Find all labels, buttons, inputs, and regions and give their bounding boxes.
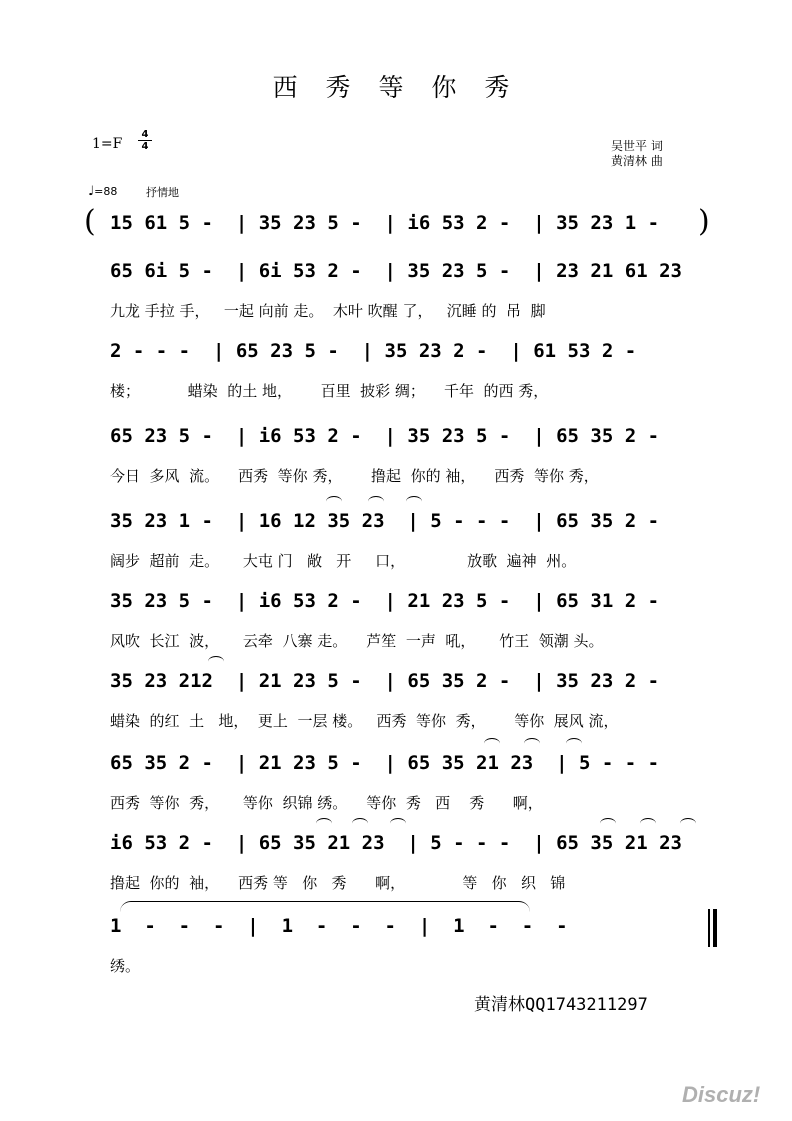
row-notes: 65 23 5 - | i6 53 2 - | 35 23 5 - | 65 35 2 - (110, 425, 660, 447)
final-barline (708, 909, 710, 947)
long-tie-mark (120, 901, 530, 912)
tie-mark (566, 738, 582, 749)
tempo-value: =88 (94, 185, 118, 198)
tempo-marking (88, 184, 117, 199)
meter-top: 4 (141, 129, 149, 140)
tie-mark (368, 496, 384, 507)
row-notes: 65 6i 5 - | 6i 53 2 - | 35 23 5 - | 23 21 61 23 (110, 260, 682, 282)
row-notes: 2 - - - | 65 23 5 - | 35 23 2 - | 61 53 2 - (110, 340, 637, 362)
row-notes: 1 - - - | 1 - - - | 1 - - - (110, 915, 568, 937)
composer-credit: 黄清林 曲 (611, 154, 663, 168)
row-lyrics: 九龙 手拉 手， 一起 向前 走。 木叶 吹醒 了， 沉睡 的 吊 脚 (110, 302, 546, 320)
row-lyrics: 今日 多风 流。 西秀 等你 秀， 撸起 你的 袖， 西秀 等你 秀， (110, 467, 599, 485)
credits (611, 139, 663, 169)
tie-mark (352, 818, 368, 829)
tie-mark (640, 818, 656, 829)
open-parenthesis: ( (84, 204, 96, 239)
row-lyrics: 楼； 蜡染 的土 地， 百里 披彩 绸； 千年 的西 秀， (110, 382, 549, 400)
row-notes: 35 23 5 - | i6 53 2 - | 21 23 5 - | 65 31 2 - (110, 590, 660, 612)
key-signature: 1=F (92, 136, 123, 152)
row-lyrics: 西秀 等你 秀， 等你 织锦 绣。 等你 秀 西 秀 啊， (110, 794, 543, 812)
row-lyrics: 绣。 (110, 957, 141, 975)
row-notes: 65 35 2 - | 21 23 5 - | 65 35 21 23 | 5 - - - (110, 752, 660, 774)
tie-mark (524, 738, 540, 749)
tie-mark (208, 656, 224, 667)
quarter-note-icon: ♩ (88, 184, 95, 199)
tie-mark (390, 818, 406, 829)
tie-mark (680, 818, 696, 829)
song-title: 西 秀 等 你 秀 (272, 73, 520, 102)
row-lyrics: 阔步 超前 走。 大屯 门 敞 开 口， 放歌 遍神 州。 (110, 552, 577, 570)
arranger-signature: 黄清林QQ1743211297 (474, 995, 648, 1015)
close-parenthesis: ) (698, 204, 710, 239)
tie-mark (316, 818, 332, 829)
tie-mark (326, 496, 342, 507)
row-notes: 35 23 212 | 21 23 5 - | 65 35 2 - | 35 23 2 - (110, 670, 660, 692)
tie-mark (600, 818, 616, 829)
tie-mark (484, 738, 500, 749)
time-signature (138, 129, 152, 152)
lyricist-credit: 吴世平 词 (611, 139, 663, 153)
final-barline-thick (713, 909, 717, 947)
watermark: Discuz! (682, 1082, 761, 1107)
expression-marking: 抒情地 (146, 186, 179, 199)
row-notes: 15 61 5 - | 35 23 5 - | i6 53 2 - | 35 23 1 - (110, 212, 671, 234)
row-lyrics: 风吹 长江 波， 云牵 八寨 走。 芦笙 一声 吼， 竹王 领潮 头。 (110, 632, 604, 650)
meter-bottom: 4 (138, 140, 152, 152)
row-notes: i6 53 2 - | 65 35 21 23 | 5 - - - | 65 35 21 23 (110, 832, 682, 854)
tie-mark (406, 496, 422, 507)
row-notes: 35 23 1 - | 16 12 35 23 | 5 - - - | 65 35 2 - (110, 510, 660, 532)
row-lyrics: 蜡染 的红 土 地， 更上 一层 楼。 西秀 等你 秀， 等你 展风 流， (110, 712, 619, 730)
row-lyrics: 撸起 你的 袖， 西秀 等 你 秀 啊， 等 你 织 锦 (110, 874, 566, 892)
